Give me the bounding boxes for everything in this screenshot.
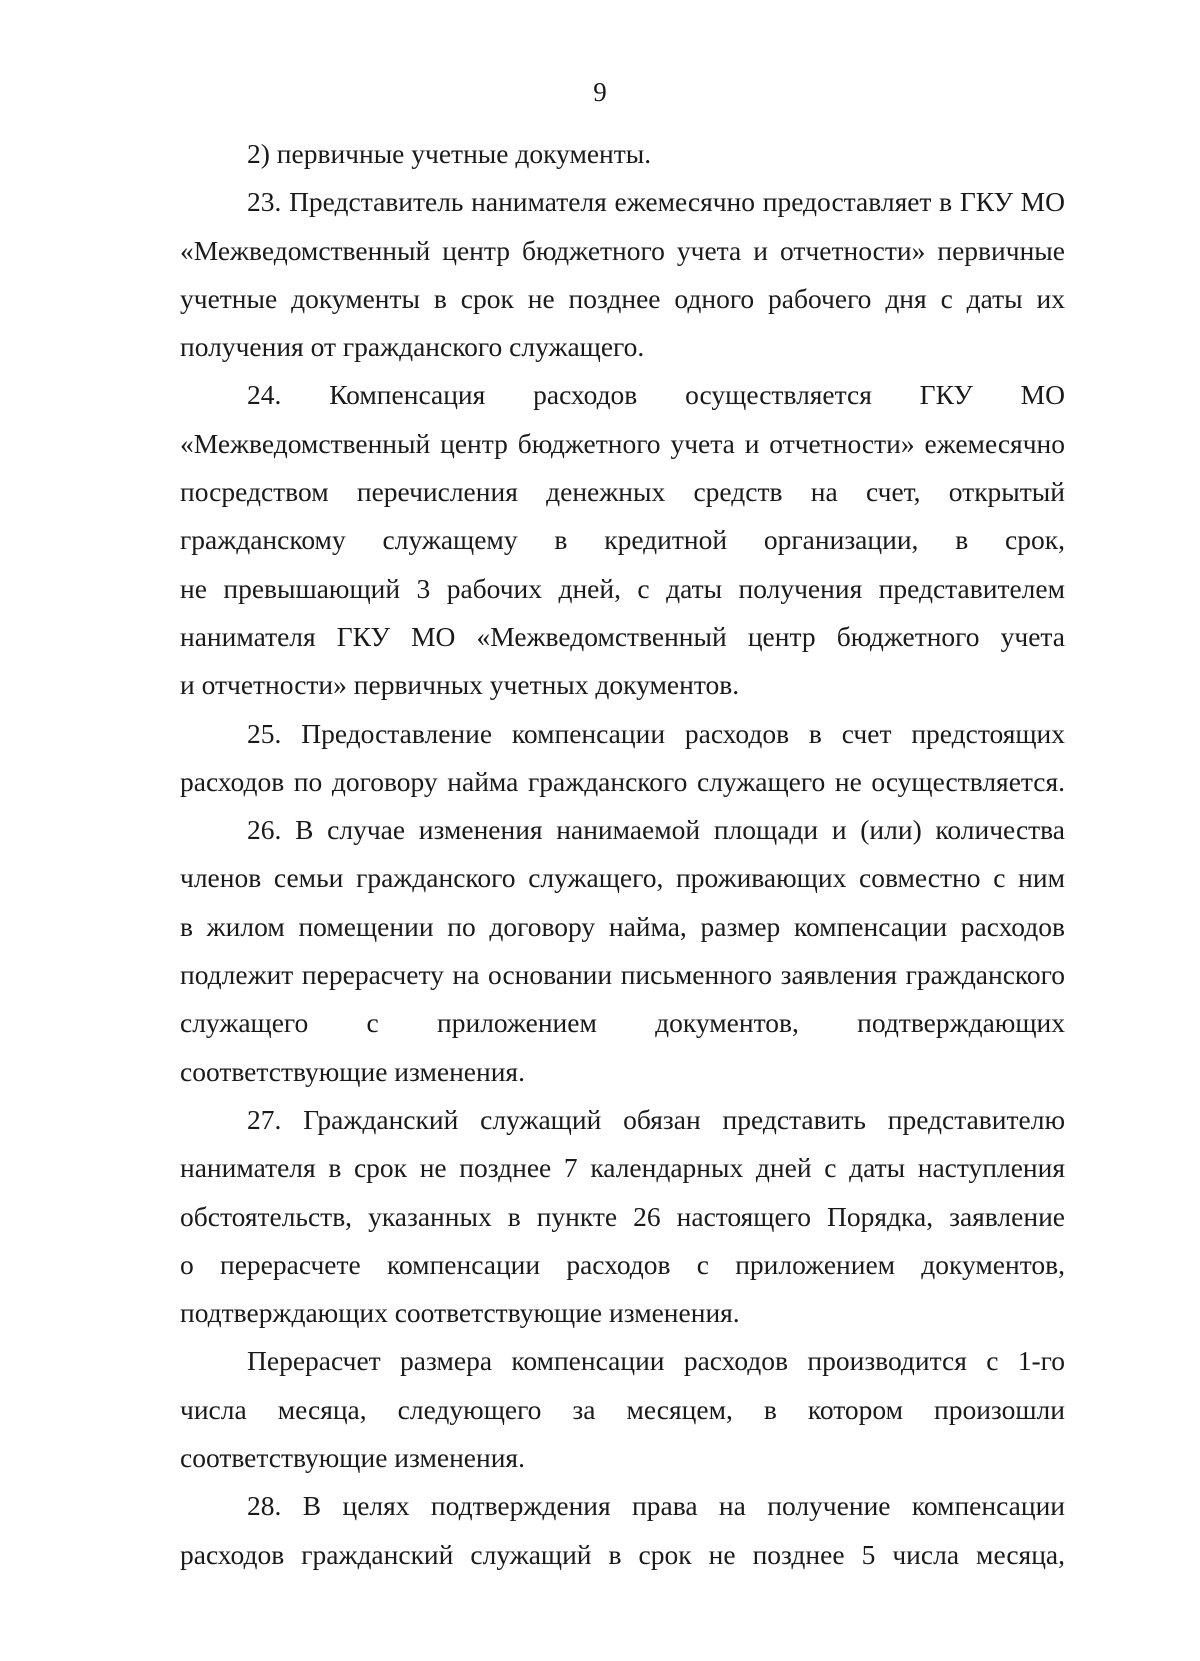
body-line: соответствующие изменения. [180,1055,525,1087]
body-line: 2) первичные учетные документы. [247,138,652,169]
page-number: 9 [593,77,607,107]
body-line: 28. В целях подтверждения права на получение компенсации [247,1490,1065,1522]
body-line: 24. Компенсация расходов осуществляется ГКУ МО [247,379,1065,411]
body-line: «Межведомственный центр бюджетного учета и отчетности» ежемесячно [180,427,1065,459]
body-line: учетные документы в срок не позднее одного рабочего дня с даты их [180,282,1065,314]
body-line: 23. Представитель нанимателя ежемесячно предоставляет в ГКУ МО [247,186,1065,218]
body-line: соответствующие изменения. [180,1442,525,1474]
body-line: числа месяца, следующего за месяцем, в котором произошли [180,1393,1065,1425]
body-line: 25. Предоставление компенсации расходов в счет предстоящих [247,717,1065,749]
body-line: 26. В случае изменения нанимаемой площади и (или) количества [247,814,1065,846]
body-line: не превышающий 3 рабочих дней, с даты получения представителем [180,572,1065,604]
body-line: Перерасчет размера компенсации расходов производится с 1-го [247,1345,1065,1377]
body-line: о перерасчете компенсации расходов с приложением документов, [180,1248,1065,1280]
body-line: подлежит перерасчету на основании письменного заявления гражданского [180,959,1065,991]
body-line: 27. Гражданский служащий обязан представить представителю [247,1103,1065,1135]
body-line: нанимателя ГКУ МО «Межведомственный центр бюджетного учета [180,620,1065,652]
body-line: расходов по договору найма гражданского служащего не осуществляется. [180,765,1065,797]
body-line: расходов гражданский служащий в срок не позднее 5 числа месяца, [180,1538,1065,1570]
body-line: нанимателя в срок не позднее 7 календарных дней с даты наступления [180,1152,1065,1184]
body-line: подтверждающих соответствующие изменения. [180,1297,740,1329]
body-line: и отчетности» первичных учетных документов. [180,669,740,701]
body-line: обстоятельств, указанных в пункте 26 настоящего Порядка, заявление [180,1200,1065,1232]
body-line: членов семьи гражданского служащего, проживающих совместно с ним [180,862,1065,894]
document-body [180,130,1065,1579]
body-line: посредством перечисления денежных средств на счет, открытый [180,476,1065,508]
body-line: гражданскому служащему в кредитной организации, в срок, [180,524,1065,556]
body-line: «Межведомственный центр бюджетного учета и отчетности» первичные [180,234,1065,266]
body-line: получения от гражданского служащего. [180,331,645,363]
body-line: служащего с приложением документов, подтверждающих [180,1007,1065,1039]
body-line: в жилом помещении по договору найма, размер компенсации расходов [180,910,1065,942]
